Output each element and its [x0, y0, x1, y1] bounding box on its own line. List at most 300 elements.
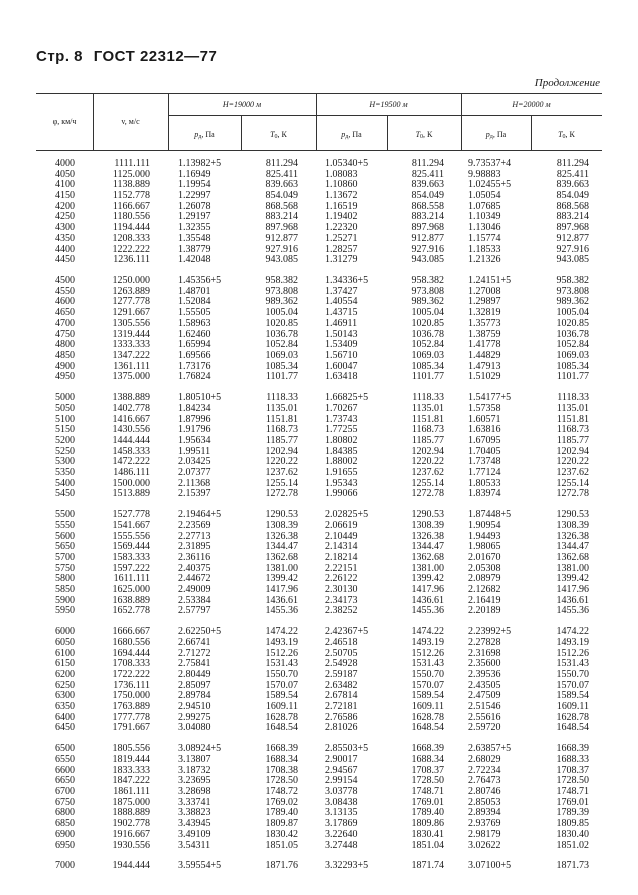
table-cell: 1555.556 — [112, 530, 150, 542]
table-cell: 1628.78 — [556, 711, 589, 723]
table-cell: 1444.444 — [112, 434, 150, 446]
table-cell: 1202.94 — [411, 445, 444, 457]
table-cell: 1.83974 — [468, 488, 501, 500]
table-cell: 1.87996 — [178, 413, 211, 425]
table-cell: 3.03778 — [325, 786, 358, 798]
table-cell: 1333.333 — [112, 339, 150, 351]
table-cell: 5950 — [55, 605, 75, 617]
table-cell: 1202.94 — [265, 445, 298, 457]
table-cell: 2.38252 — [325, 605, 358, 617]
header-v: v, м/с — [121, 117, 140, 126]
table-cell: 868.558 — [411, 200, 444, 212]
table-cell: 1.58963 — [178, 317, 211, 329]
table-cell: 1.66825+5 — [325, 392, 369, 404]
table-cell: 1.13046 — [468, 222, 501, 234]
row-group — [325, 744, 368, 851]
row-group — [178, 393, 221, 500]
table-cell: 958.382 — [411, 275, 444, 287]
row-group — [540, 510, 589, 617]
table-cell: 1736.111 — [113, 679, 150, 691]
row-group — [540, 159, 589, 266]
header-p3: pд, Па — [485, 130, 507, 140]
table-cell: 1688.34 — [411, 754, 444, 765]
table-cell: 1916.667 — [112, 828, 150, 840]
table-cell: 1851.02 — [556, 839, 589, 851]
header-t1: T0, К — [270, 130, 287, 140]
table-cell: 2.98179 — [468, 828, 501, 840]
table-cell: 6100 — [55, 647, 75, 659]
table-cell: 1151.81 — [265, 413, 298, 425]
table-cell: 2.94567 — [325, 764, 358, 776]
table-cell: 1728.50 — [556, 775, 589, 787]
table-cell: 3.33741 — [178, 796, 211, 808]
table-cell: 811.294 — [411, 158, 444, 169]
table-cell: 1748.71 — [556, 786, 589, 798]
table-cell: 1.42048 — [178, 254, 211, 266]
row-group — [55, 861, 75, 872]
table-cell: 897.968 — [556, 222, 589, 234]
table-cell: 6200 — [55, 669, 75, 680]
table-cell: 1220.22 — [411, 456, 444, 468]
table-cell: 9.73537+4 — [468, 158, 512, 169]
row-group — [55, 510, 75, 617]
table-cell: 1589.54 — [411, 690, 444, 702]
table-cell: 1125.000 — [112, 168, 150, 180]
table-cell: 927.916 — [411, 243, 444, 255]
table-cell: 1250.000 — [112, 275, 150, 287]
table-cell: 1609.11 — [556, 701, 589, 713]
table-cell: 1589.54 — [556, 690, 589, 702]
table-cell: 1.19402 — [325, 211, 358, 223]
table-cell: 2.67814 — [325, 690, 358, 702]
table-cell: 2.80449 — [178, 669, 211, 680]
table-cell: 1.45356+5 — [178, 275, 222, 287]
table-cell: 927.916 — [265, 243, 298, 255]
table-cell: 4500 — [55, 275, 75, 287]
table-cell: 1222.222 — [112, 243, 150, 255]
table-cell: 1020.85 — [265, 317, 298, 329]
table-cell: 854.049 — [556, 190, 589, 202]
table-cell: 854.049 — [411, 190, 444, 202]
table-cell: 2.12682 — [468, 584, 501, 595]
column-v — [100, 159, 150, 872]
table-cell: 1597.222 — [112, 562, 150, 574]
table-cell: 1527.778 — [112, 509, 150, 521]
table-cell: 1436.61 — [265, 594, 298, 606]
table-cell: 2.99154 — [325, 775, 358, 787]
table-cell: 6250 — [55, 679, 75, 691]
table-cell: 6000 — [55, 626, 75, 638]
row-group — [540, 393, 589, 500]
table-cell: 1550.70 — [265, 669, 298, 680]
column-phi — [55, 159, 75, 872]
table-cell: 1628.78 — [265, 711, 298, 723]
row-group — [100, 393, 150, 500]
row-group — [540, 276, 589, 383]
table-cell: 1789.39 — [556, 807, 589, 819]
table-cell: 1809.86 — [411, 818, 444, 830]
table-cell: 811.294 — [265, 158, 298, 169]
table-cell: 1.62460 — [178, 328, 211, 340]
table-cell: 912.877 — [411, 232, 444, 244]
table-cell: 1020.85 — [411, 317, 444, 329]
table-cell: 5850 — [55, 584, 75, 595]
table-cell: 1036.78 — [265, 328, 298, 340]
table-cell: 2.72234 — [468, 764, 501, 776]
table-cell: 1512.26 — [411, 647, 444, 659]
table-cell: 1362.68 — [265, 551, 298, 563]
table-cell: 1680.556 — [112, 636, 150, 648]
table-cell: 1402.778 — [112, 402, 150, 414]
table-cell: 1.10860 — [325, 179, 358, 191]
table-cell: 1326.38 — [411, 530, 444, 542]
table-cell: 1326.38 — [556, 530, 589, 542]
table-cell: 912.877 — [265, 232, 298, 244]
table-cell: 1101.77 — [556, 371, 589, 383]
table-cell: 1220.22 — [556, 456, 589, 468]
row-group — [100, 159, 150, 266]
table-cell: 1151.81 — [556, 413, 589, 425]
table-cell: 6300 — [55, 690, 75, 702]
table-cell: 1583.333 — [112, 551, 150, 563]
table-cell: 2.15397 — [178, 488, 211, 500]
table-cell: 1.35548 — [178, 232, 211, 244]
table-cell: 2.89394 — [468, 807, 501, 819]
row-group — [250, 159, 298, 266]
table-cell: 1.38759 — [468, 328, 501, 340]
table-cell: 2.57797 — [178, 605, 211, 617]
table-cell: 2.59187 — [325, 669, 358, 680]
table-cell: 1472.222 — [112, 456, 150, 468]
table-cell: 2.07377 — [178, 466, 211, 478]
table-cell: 2.63857+5 — [468, 743, 512, 755]
table-cell: 9.98883 — [468, 168, 501, 180]
table-cell: 1.87448+5 — [468, 509, 512, 521]
table-cell: 2.23569 — [178, 519, 211, 531]
table-cell: 1151.81 — [411, 413, 444, 425]
table-cell: 5350 — [55, 466, 75, 478]
table-cell: 1399.42 — [265, 573, 298, 585]
table-cell: 1648.54 — [265, 722, 298, 734]
table-cell: 1.54177+5 — [468, 392, 512, 404]
table-cell: 1135.01 — [265, 402, 298, 414]
table-cell: 6750 — [55, 796, 75, 808]
table-cell: 1362.68 — [556, 551, 589, 563]
table-cell: 1455.36 — [556, 605, 589, 617]
table-cell: 1319.444 — [112, 328, 150, 340]
table-cell: 1430.556 — [112, 424, 150, 436]
table-cell: 1847.222 — [112, 775, 150, 787]
row-group — [395, 276, 444, 383]
table-cell: 1493.19 — [265, 636, 298, 648]
table-cell: 1789.40 — [265, 807, 298, 819]
table-cell: 1625.000 — [112, 584, 150, 595]
table-cell: 1185.77 — [411, 434, 444, 446]
table-cell: 6500 — [55, 743, 75, 755]
table-cell: 3.08924+5 — [178, 743, 222, 755]
table-cell: 1769.02 — [265, 796, 298, 808]
row-group — [100, 744, 150, 851]
table-cell: 854.049 — [265, 190, 298, 202]
table-cell: 1777.778 — [112, 711, 150, 723]
table-cell: 1861.111 — [113, 786, 150, 798]
row-group — [325, 510, 368, 617]
table-cell: 1648.54 — [556, 722, 589, 734]
table-cell: 6950 — [55, 839, 75, 851]
table-cell: 1.31279 — [325, 254, 358, 266]
table-cell: 2.49009 — [178, 584, 211, 595]
table-cell: 1.60047 — [325, 360, 358, 372]
table-cell: 1.99511 — [178, 445, 211, 457]
table-cell: 1455.36 — [265, 605, 298, 617]
table-cell: 1263.889 — [112, 285, 150, 297]
table-cell: 1.44829 — [468, 349, 501, 361]
table-cell: 1.80510+5 — [178, 392, 222, 404]
table-cell: 4900 — [55, 360, 75, 372]
table-cell: 4150 — [55, 190, 75, 202]
table-cell: 1750.000 — [112, 690, 150, 702]
table-cell: 1.63816 — [468, 424, 501, 436]
table-cell: 1.91796 — [178, 424, 211, 436]
table-cell: 2.39536 — [468, 669, 501, 680]
table-cell: 2.62250+5 — [178, 626, 222, 638]
row-group — [468, 510, 511, 617]
table-cell: 1.52084 — [178, 296, 211, 308]
table-cell: 1272.78 — [556, 488, 589, 500]
table-cell: 1052.84 — [556, 339, 589, 351]
table-cell: 1722.222 — [112, 669, 150, 680]
table-cell: 1085.34 — [265, 360, 298, 372]
table-cell: 6800 — [55, 807, 75, 819]
table-cell: 2.99275 — [178, 711, 211, 723]
table-cell: 1.95343 — [325, 477, 358, 489]
table-cell: 1020.85 — [556, 317, 589, 329]
table-cell: 1.91655 — [325, 466, 358, 478]
column-t1 — [250, 159, 298, 872]
table-cell: 1085.34 — [411, 360, 444, 372]
table-cell: 1.88002 — [325, 456, 358, 468]
table-cell: 1.43715 — [325, 307, 358, 319]
table-cell: 4050 — [55, 168, 75, 180]
table-cell: 1.15774 — [468, 232, 501, 244]
table-cell: 1830.40 — [556, 828, 589, 840]
table-cell: 2.66741 — [178, 636, 211, 648]
column-t3 — [540, 159, 589, 872]
table-cell: 1.32355 — [178, 222, 211, 234]
table-cell: 1.57358 — [468, 402, 501, 414]
table-cell: 1290.53 — [411, 509, 444, 521]
table-top-rule — [36, 93, 602, 94]
table-cell: 4750 — [55, 328, 75, 340]
row-group — [250, 393, 298, 500]
table-cell: 4200 — [55, 200, 75, 212]
table-cell: 1185.77 — [265, 434, 298, 446]
table-cell: 1344.47 — [265, 541, 298, 553]
table-cell: 1.80802 — [325, 434, 358, 446]
row-group — [100, 276, 150, 383]
table-cell: 1194.444 — [112, 222, 150, 234]
row-group — [395, 627, 444, 734]
table-cell: 6350 — [55, 701, 75, 713]
table-cell: 6550 — [55, 754, 75, 765]
table-cell: 989.362 — [265, 296, 298, 308]
table-cell: 1118.33 — [266, 392, 298, 404]
row-group — [250, 744, 298, 851]
table-cell: 5750 — [55, 562, 75, 574]
table-cell: 3.22640 — [325, 828, 358, 840]
table-cell: 1290.53 — [265, 509, 298, 521]
table-cell: 2.22151 — [325, 562, 358, 574]
table-cell: 1.35773 — [468, 317, 501, 329]
table-cell: 1416.667 — [112, 413, 150, 425]
table-cell: 1493.19 — [411, 636, 444, 648]
table-cell: 5700 — [55, 551, 75, 563]
table-cell: 2.85097 — [178, 679, 211, 691]
table-cell: 1138.889 — [112, 179, 150, 191]
table-cell: 2.01670 — [468, 551, 501, 563]
table-cell: 2.72181 — [325, 701, 358, 713]
table-cell: 1052.84 — [411, 339, 444, 351]
table-cell: 1036.78 — [556, 328, 589, 340]
table-cell: 1512.26 — [265, 647, 298, 659]
table-cell: 2.81026 — [325, 722, 358, 734]
continuation-label: Продолжение — [534, 77, 600, 89]
table-cell: 3.13135 — [325, 807, 358, 819]
table-header-bottom-rule — [36, 150, 602, 151]
row-group — [395, 159, 444, 266]
table-cell: 1531.43 — [265, 658, 298, 670]
table-cell: 3.38823 — [178, 807, 211, 819]
table-cell: 958.382 — [265, 275, 298, 287]
table-cell: 1152.778 — [112, 190, 150, 202]
table-cell: 5000 — [55, 392, 75, 404]
row-group — [55, 627, 75, 734]
table-cell: 2.08979 — [468, 573, 501, 585]
table-cell: 1255.14 — [411, 477, 444, 489]
header-p2: pд, Па — [341, 130, 362, 140]
table-cell: 883.214 — [411, 211, 444, 223]
table-cell: 6600 — [55, 764, 75, 776]
table-cell: 1871.76 — [265, 860, 298, 872]
table-cell: 1.07685 — [468, 200, 501, 212]
column-p2 — [325, 159, 368, 872]
table-cell: 3.04080 — [178, 722, 211, 734]
header-h3: H=20000 м — [512, 100, 551, 109]
table-cell: 5100 — [55, 413, 75, 425]
table-cell: 1628.78 — [411, 711, 444, 723]
table-cell: 5600 — [55, 530, 75, 542]
table-cell: 6450 — [55, 722, 75, 734]
table-cell: 1118.33 — [412, 392, 444, 404]
table-cell: 1609.11 — [265, 701, 298, 713]
table-cell: 1851.04 — [411, 839, 444, 851]
table-cell: 2.05308 — [468, 562, 501, 574]
table-cell: 1.29897 — [468, 296, 501, 308]
table-cell: 4450 — [55, 254, 75, 266]
table-cell: 2.93769 — [468, 818, 501, 830]
table-cell: 973.808 — [265, 285, 298, 297]
table-cell: 1666.667 — [112, 626, 150, 638]
table-cell: 4800 — [55, 339, 75, 351]
row-group — [178, 861, 221, 872]
table-cell: 1648.54 — [411, 722, 444, 734]
table-cell: 1.18533 — [468, 243, 501, 255]
table-cell: 1381.00 — [411, 562, 444, 574]
table-cell: 4250 — [55, 211, 75, 223]
table-cell: 1474.22 — [265, 626, 298, 638]
table-cell: 2.54928 — [325, 658, 358, 670]
table-cell: 1.48701 — [178, 285, 211, 297]
table-cell: 1708.38 — [265, 764, 298, 776]
table-cell: 943.085 — [411, 254, 444, 266]
table-cell: 1.77124 — [468, 466, 501, 478]
table-cell: 1550.70 — [411, 669, 444, 680]
table-cell: 4700 — [55, 317, 75, 329]
table-cell: 1609.11 — [411, 701, 444, 713]
table-cell: 2.23992+5 — [468, 626, 512, 638]
table-cell: 1531.43 — [556, 658, 589, 670]
row-group — [468, 276, 511, 383]
table-cell: 1.32819 — [468, 307, 501, 319]
table-cell: 1069.03 — [265, 349, 298, 361]
table-cell: 3.27448 — [325, 839, 358, 851]
table-cell: 1.28257 — [325, 243, 358, 255]
table-cell: 2.30130 — [325, 584, 358, 595]
row-group — [250, 276, 298, 383]
table-cell: 1694.444 — [112, 647, 150, 659]
table-cell: 1.70405 — [468, 445, 501, 457]
table-cell: 1.26078 — [178, 200, 211, 212]
header-phi: φ, км/ч — [52, 117, 77, 126]
table-cell: 989.362 — [411, 296, 444, 308]
table-cell: 3.59554+5 — [178, 860, 222, 872]
table-cell: 6900 — [55, 828, 75, 840]
table-cell: 1728.50 — [411, 775, 444, 787]
table-cell: 5500 — [55, 509, 75, 521]
table-cell: 825.411 — [556, 168, 589, 180]
header-h1: H=19000 м — [222, 100, 262, 109]
table-cell: 1.76824 — [178, 371, 211, 383]
table-cell: 6050 — [55, 636, 75, 648]
row-group — [468, 159, 511, 266]
table-cell: 897.968 — [265, 222, 298, 234]
table-cell: 4850 — [55, 349, 75, 361]
table-cell: 1830.42 — [265, 828, 298, 840]
table-cell: 1748.71 — [411, 786, 444, 798]
table-cell: 2.31895 — [178, 541, 211, 553]
table-cell: 1.80533 — [468, 477, 501, 489]
table-cell: 811.294 — [556, 158, 589, 169]
table-cell: 2.85053 — [468, 796, 501, 808]
table-cell: 1570.07 — [556, 679, 589, 691]
table-cell: 1305.556 — [112, 317, 150, 329]
table-cell: 1.50143 — [325, 328, 358, 340]
table-cell: 1.84234 — [178, 402, 211, 414]
table-cell: 897.968 — [411, 222, 444, 234]
row-group — [325, 861, 368, 872]
table-cell: 1668.39 — [556, 743, 589, 755]
table-cell: 883.214 — [556, 211, 589, 223]
header-t2: T0, К — [415, 130, 433, 140]
row-group — [395, 861, 444, 872]
table-cell: 1005.04 — [265, 307, 298, 319]
table-cell: 1344.47 — [411, 541, 444, 553]
group-header-rule — [168, 115, 602, 116]
row-group — [55, 393, 75, 500]
table-cell: 1135.01 — [556, 402, 589, 414]
table-cell: 2.55616 — [468, 711, 501, 723]
table-cell: 2.80746 — [468, 786, 501, 798]
